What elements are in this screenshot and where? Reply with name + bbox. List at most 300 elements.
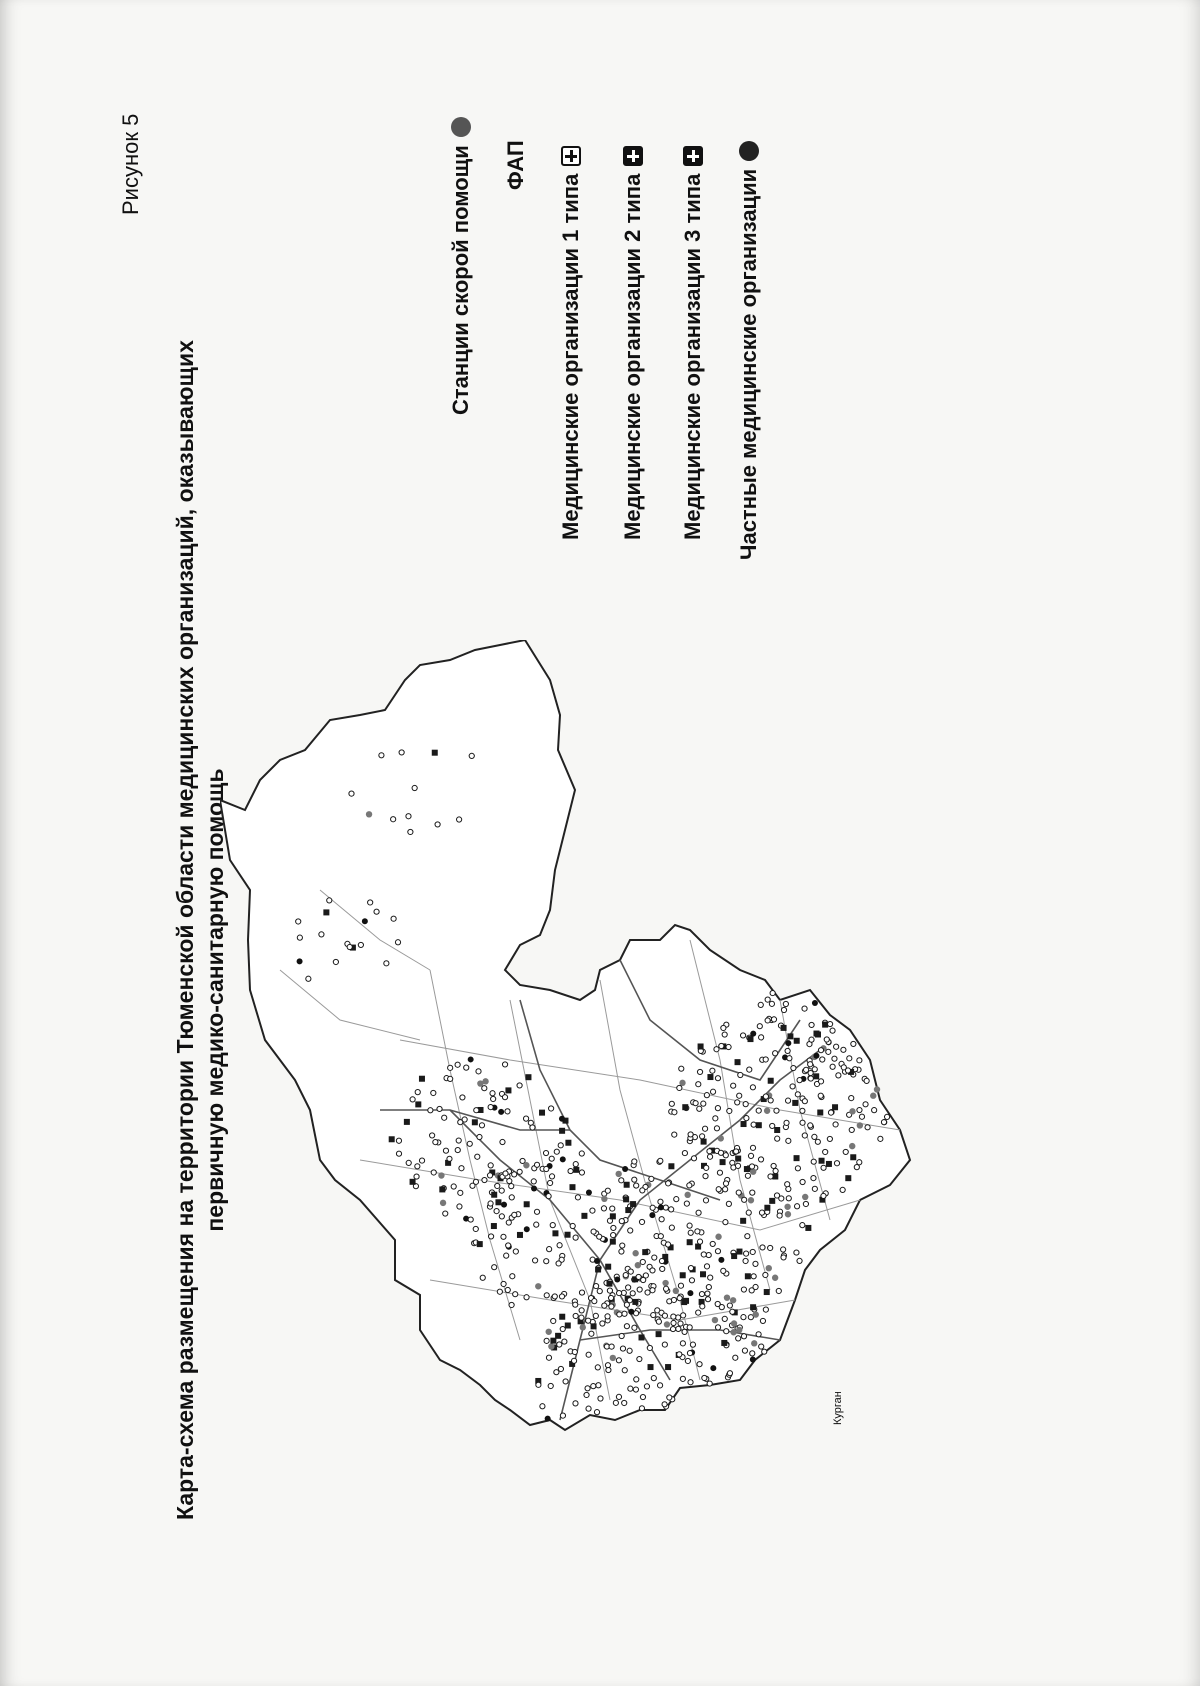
map-title-line-2: первичную медико-санитарную помощь (202, 768, 228, 1232)
fap-marker (727, 1371, 732, 1376)
medical-org-marker (581, 1213, 587, 1219)
fap-marker (795, 1166, 800, 1171)
fap-marker (619, 1333, 624, 1338)
fap-marker (594, 1283, 599, 1288)
fap-marker (718, 1150, 723, 1155)
fap-marker (589, 1331, 594, 1336)
fap-marker (349, 791, 354, 796)
ambulance-station-marker (440, 1200, 446, 1206)
fap-marker (809, 1037, 814, 1042)
medical-org-marker (764, 1289, 770, 1295)
fap-marker (677, 1085, 682, 1090)
fap-marker (737, 1093, 742, 1098)
fap-marker (650, 1205, 655, 1210)
ambulance-station-marker (718, 1135, 724, 1141)
fap-marker (579, 1315, 584, 1320)
ambulance-station-marker (664, 1321, 670, 1327)
fap-marker (479, 1123, 484, 1128)
fap-marker (650, 1288, 655, 1293)
medical-org-marker (700, 1271, 706, 1277)
private-org-marker (622, 1166, 628, 1172)
fap-marker (456, 1138, 461, 1143)
fap-marker (743, 1258, 748, 1263)
fap-marker (763, 1094, 768, 1099)
fap-marker (509, 1195, 514, 1200)
fap-marker (602, 1303, 607, 1308)
fap-marker (677, 1352, 682, 1357)
fap-marker (606, 1367, 611, 1372)
fap-marker (719, 1305, 724, 1310)
fap-marker (619, 1219, 624, 1224)
fap-marker (681, 1313, 686, 1318)
fap-marker (818, 1079, 823, 1084)
fap-marker (468, 1217, 473, 1222)
fap-marker (509, 1184, 514, 1189)
fap-marker (834, 1161, 839, 1166)
fap-marker (682, 1150, 687, 1155)
cross-box-type1-icon (561, 146, 581, 166)
fap-marker (622, 1368, 627, 1373)
fap-marker (410, 1097, 415, 1102)
fap-marker (628, 1386, 633, 1391)
medical-org-marker (559, 1128, 565, 1134)
fap-marker (601, 1206, 606, 1211)
fap-marker (854, 1165, 859, 1170)
fap-marker (593, 1313, 598, 1318)
fap-marker (716, 1187, 721, 1192)
ambulance-station-marker (610, 1355, 616, 1361)
fap-marker (696, 1310, 701, 1315)
private-org-marker (501, 1202, 507, 1208)
fap-marker (768, 1245, 773, 1250)
fap-marker (546, 1194, 551, 1199)
medical-org-marker (472, 1119, 478, 1125)
fap-marker (544, 1293, 549, 1298)
ambulance-station-marker (748, 1197, 754, 1203)
fap-marker (656, 1319, 661, 1324)
fap-marker (741, 1315, 746, 1320)
fap-marker (884, 1114, 889, 1119)
fap-marker (820, 1057, 825, 1062)
fap-marker (575, 1195, 580, 1200)
fap-marker (705, 1297, 710, 1302)
fap-marker (319, 932, 324, 937)
ambulance-station-marker (535, 1283, 541, 1289)
fap-marker (676, 1326, 681, 1331)
fap-marker (622, 1400, 627, 1405)
medical-org-marker (439, 1186, 445, 1192)
ambulance-station-marker (849, 1108, 855, 1114)
fap-marker (491, 1096, 496, 1101)
fap-marker (785, 1182, 790, 1187)
fap-marker (533, 1258, 538, 1263)
fap-marker (488, 1163, 493, 1168)
fap-marker (803, 1201, 808, 1206)
medical-org-marker (735, 1156, 741, 1162)
fap-marker (678, 1321, 683, 1326)
private-org-marker (710, 1365, 716, 1371)
fap-marker (784, 1120, 789, 1125)
cross-box-type2-icon (623, 146, 643, 166)
medical-org-marker (419, 1076, 425, 1082)
medical-org-marker (410, 1179, 416, 1185)
fap-marker (707, 1381, 712, 1386)
fap-marker (715, 1249, 720, 1254)
fap-marker (605, 1314, 610, 1319)
medical-org-marker (323, 909, 329, 915)
fap-marker (457, 1204, 462, 1209)
fap-marker (710, 1068, 715, 1073)
fap-marker (482, 1086, 487, 1091)
fap-marker (460, 1095, 465, 1100)
fap-marker (797, 1078, 802, 1083)
fap-marker (802, 1006, 807, 1011)
fap-marker (620, 1346, 625, 1351)
fap-marker (428, 1108, 433, 1113)
fap-marker (833, 1122, 838, 1127)
fap-marker (560, 1326, 565, 1331)
fap-marker (536, 1382, 541, 1387)
fap-marker (636, 1274, 641, 1279)
black-dot-icon (739, 141, 759, 161)
fap-marker (746, 1210, 751, 1215)
fap-marker (750, 1145, 755, 1150)
medical-org-marker (701, 1139, 707, 1145)
private-org-marker (750, 1356, 756, 1362)
fap-marker (497, 1289, 502, 1294)
medical-org-marker (559, 1314, 565, 1320)
fap-marker (605, 1188, 610, 1193)
fap-marker (458, 1120, 463, 1125)
fap-marker (396, 1151, 401, 1156)
fap-marker (696, 1082, 701, 1087)
medical-org-marker (648, 1364, 654, 1370)
fap-marker (680, 1376, 685, 1381)
fap-marker (568, 1168, 573, 1173)
fap-marker (592, 1299, 597, 1304)
fap-marker (700, 1304, 705, 1309)
fap-marker (721, 1268, 726, 1273)
fap-marker (451, 1184, 456, 1189)
fap-marker (571, 1358, 576, 1363)
medical-org-marker (687, 1239, 693, 1245)
medical-org-marker (415, 1101, 421, 1107)
fap-marker (849, 1127, 854, 1132)
fap-marker (688, 1132, 693, 1137)
fap-marker (657, 1383, 662, 1388)
fap-marker (864, 1078, 869, 1083)
fap-marker (821, 1193, 826, 1198)
fap-marker (682, 1329, 687, 1334)
fap-marker (750, 1351, 755, 1356)
ambulance-station-marker (673, 1288, 679, 1294)
fap-marker (523, 1116, 528, 1121)
fap-marker (758, 1157, 763, 1162)
fap-marker (713, 1116, 718, 1121)
private-org-marker (628, 1309, 634, 1315)
fap-marker (738, 1072, 743, 1077)
region-boundary (220, 640, 910, 1430)
fap-marker (700, 1134, 705, 1139)
medical-org-marker (389, 1136, 395, 1142)
fap-marker (512, 1212, 517, 1217)
fap-marker (504, 1253, 509, 1258)
medical-org-marker (605, 1264, 611, 1270)
fap-marker (768, 1174, 773, 1179)
fap-marker (600, 1321, 605, 1326)
fap-marker (419, 1158, 424, 1163)
medical-org-marker (794, 1155, 800, 1161)
fap-marker (644, 1384, 649, 1389)
medical-org-marker (850, 1154, 856, 1160)
medical-org-marker (591, 1323, 597, 1329)
ambulance-station-marker (731, 1320, 737, 1326)
fap-marker (706, 1252, 711, 1257)
fap-marker (691, 1156, 696, 1161)
fap-marker (734, 1149, 739, 1154)
fap-marker (747, 1067, 752, 1072)
ambulance-station-marker (764, 1108, 770, 1114)
fap-marker (826, 1049, 831, 1054)
fap-marker (391, 916, 396, 921)
ambulance-station-marker (750, 1168, 756, 1174)
private-org-marker (586, 1190, 592, 1196)
fap-marker (697, 1362, 702, 1367)
fap-marker (745, 1234, 750, 1239)
fap-marker (626, 1285, 631, 1290)
fap-marker (715, 1106, 720, 1111)
medical-org-marker (610, 1213, 616, 1219)
medical-org-marker (794, 1038, 800, 1044)
fap-marker (701, 1252, 706, 1257)
private-org-marker (658, 1204, 664, 1210)
fap-marker (765, 1018, 770, 1023)
fap-marker (672, 1132, 677, 1137)
fap-marker (785, 1048, 790, 1053)
fap-marker (706, 1284, 711, 1289)
fap-marker (662, 1402, 667, 1407)
fap-marker (750, 1085, 755, 1090)
ambulance-station-marker (662, 1280, 668, 1286)
fap-marker (771, 1017, 776, 1022)
fap-marker (632, 1177, 637, 1182)
fap-marker (632, 1325, 637, 1330)
fap-marker (374, 909, 379, 914)
ambulance-station-marker (802, 1194, 808, 1200)
fap-marker (544, 1166, 549, 1171)
fap-marker (758, 1002, 763, 1007)
fap-marker (534, 1222, 539, 1227)
fap-marker (845, 1068, 850, 1073)
ambulance-station-marker (548, 1343, 554, 1349)
fap-marker (495, 1183, 500, 1188)
fap-marker (687, 1351, 692, 1356)
fap-marker (710, 1241, 715, 1246)
fap-marker (431, 1170, 436, 1175)
fap-marker (630, 1291, 635, 1296)
medical-org-marker (491, 1192, 497, 1198)
fap-marker (333, 959, 338, 964)
legend-item-fap (503, 140, 529, 190)
fap-marker (743, 1102, 748, 1107)
ambulance-station-marker (482, 1078, 488, 1084)
fap-marker (830, 1028, 835, 1033)
medical-org-marker (819, 1158, 825, 1164)
fap-marker (412, 785, 417, 790)
fap-marker (544, 1338, 549, 1343)
fap-marker (594, 1410, 599, 1415)
fap-marker (715, 1325, 720, 1330)
fap-marker (690, 1342, 695, 1347)
fap-marker (759, 1035, 764, 1040)
fap-marker (687, 1223, 692, 1228)
legend-label-ambulance: Станции скорой помощи (448, 145, 473, 415)
fap-marker (617, 1312, 622, 1317)
fap-marker (730, 1309, 735, 1314)
fap-marker (499, 1188, 504, 1193)
fap-marker (872, 1108, 877, 1113)
fap-marker (506, 1243, 511, 1248)
fap-marker (727, 1108, 732, 1113)
medical-org-marker (745, 1273, 751, 1279)
medical-org-marker (642, 1249, 648, 1255)
medical-org-marker (569, 1184, 575, 1190)
fap-marker (534, 1209, 539, 1214)
private-org-marker (560, 1156, 566, 1162)
fap-marker (616, 1358, 621, 1363)
fap-marker (546, 1355, 551, 1360)
fap-marker (579, 1170, 584, 1175)
ambulance-station-marker (712, 1317, 718, 1323)
fap-marker (697, 1069, 702, 1074)
medical-org-marker (505, 1087, 511, 1093)
fap-marker (570, 1223, 575, 1228)
fap-marker (474, 1108, 479, 1113)
fap-marker (704, 1264, 709, 1269)
fap-marker (562, 1339, 567, 1344)
fap-marker (808, 1062, 813, 1067)
fap-marker (549, 1106, 554, 1111)
fap-marker (841, 1047, 846, 1052)
fap-marker (480, 1275, 485, 1280)
fap-marker (840, 1187, 845, 1192)
fap-marker (671, 1320, 676, 1325)
fap-marker (742, 1348, 747, 1353)
fap-marker (696, 1210, 701, 1215)
fap-marker (628, 1228, 633, 1233)
fap-marker (368, 900, 373, 905)
fap-marker (763, 1057, 768, 1062)
fap-marker (689, 1278, 694, 1283)
private-org-marker (785, 1040, 791, 1046)
fap-marker (763, 1307, 768, 1312)
medical-org-marker (792, 1100, 798, 1106)
fap-marker (744, 1116, 749, 1121)
fap-marker (433, 1140, 438, 1145)
medical-org-marker (524, 1201, 530, 1207)
fap-marker (584, 1392, 589, 1397)
fap-marker (736, 1336, 741, 1341)
fap-marker (296, 919, 301, 924)
medical-org-marker (682, 1104, 688, 1110)
ambulance-station-marker (635, 1262, 641, 1268)
fap-marker (795, 1092, 800, 1097)
medical-org-marker (832, 1104, 838, 1110)
fap-marker (791, 1065, 796, 1070)
medical-org-marker (721, 1340, 727, 1346)
fap-marker (552, 1294, 557, 1299)
medical-org-marker (826, 1161, 832, 1167)
fap-marker (663, 1286, 668, 1291)
medical-org-marker (624, 1182, 630, 1188)
fap-marker (507, 1178, 512, 1183)
fap-marker (469, 753, 474, 758)
fap-marker (639, 1406, 644, 1411)
fap-marker (547, 1247, 552, 1252)
fap-marker (637, 1287, 642, 1292)
fap-marker (707, 1149, 712, 1154)
fap-marker (671, 1297, 676, 1302)
private-org-marker (687, 1290, 693, 1296)
fap-marker (632, 1159, 637, 1164)
ambulance-station-marker (772, 1275, 778, 1281)
medical-org-marker (668, 1163, 674, 1169)
fap-marker (680, 1341, 685, 1346)
fap-marker (770, 990, 775, 995)
medical-org-marker (632, 1299, 638, 1305)
fap-marker (660, 1266, 665, 1271)
fap-marker (774, 1108, 779, 1113)
fap-marker (550, 1223, 555, 1228)
fap-marker (649, 1176, 654, 1181)
fap-marker (554, 1149, 559, 1154)
fap-marker (557, 1342, 562, 1347)
fap-marker (697, 1106, 702, 1111)
fap-marker (658, 1234, 663, 1239)
fap-marker (622, 1311, 627, 1316)
legend-item-type3 (680, 146, 706, 540)
medical-org-marker (707, 1074, 713, 1080)
fap-marker (794, 1250, 799, 1255)
fap-marker (685, 1358, 690, 1363)
map-title-line-1: Карта-схема размещения на территории Тюменской области медицинских организаций, оказывающих (172, 340, 198, 1520)
fap-marker (763, 1272, 768, 1277)
ambulance-station-marker (766, 1265, 772, 1271)
fap-marker (865, 1125, 870, 1130)
fap-marker (670, 1326, 675, 1331)
fap-marker (723, 1187, 728, 1192)
fap-marker (482, 1177, 487, 1182)
fap-marker (557, 1243, 562, 1248)
fap-marker (457, 817, 462, 822)
fap-marker (760, 1318, 765, 1323)
fap-marker (634, 1377, 639, 1382)
legend-label-type2: Медицинские организации 2 типа (620, 173, 645, 540)
medical-org-marker (565, 1322, 571, 1328)
ambulance-station-marker (730, 1297, 736, 1303)
fap-marker (628, 1269, 633, 1274)
medical-org-marker (656, 1331, 662, 1337)
fap-marker (790, 1084, 795, 1089)
fap-marker (678, 1283, 683, 1288)
ambulance-station-marker (736, 1327, 742, 1333)
fap-marker (327, 898, 332, 903)
fap-marker (554, 1370, 559, 1375)
medical-org-marker (625, 1207, 631, 1213)
fap-marker (458, 1190, 463, 1195)
fap-marker (811, 1159, 816, 1164)
fap-marker (591, 1384, 596, 1389)
